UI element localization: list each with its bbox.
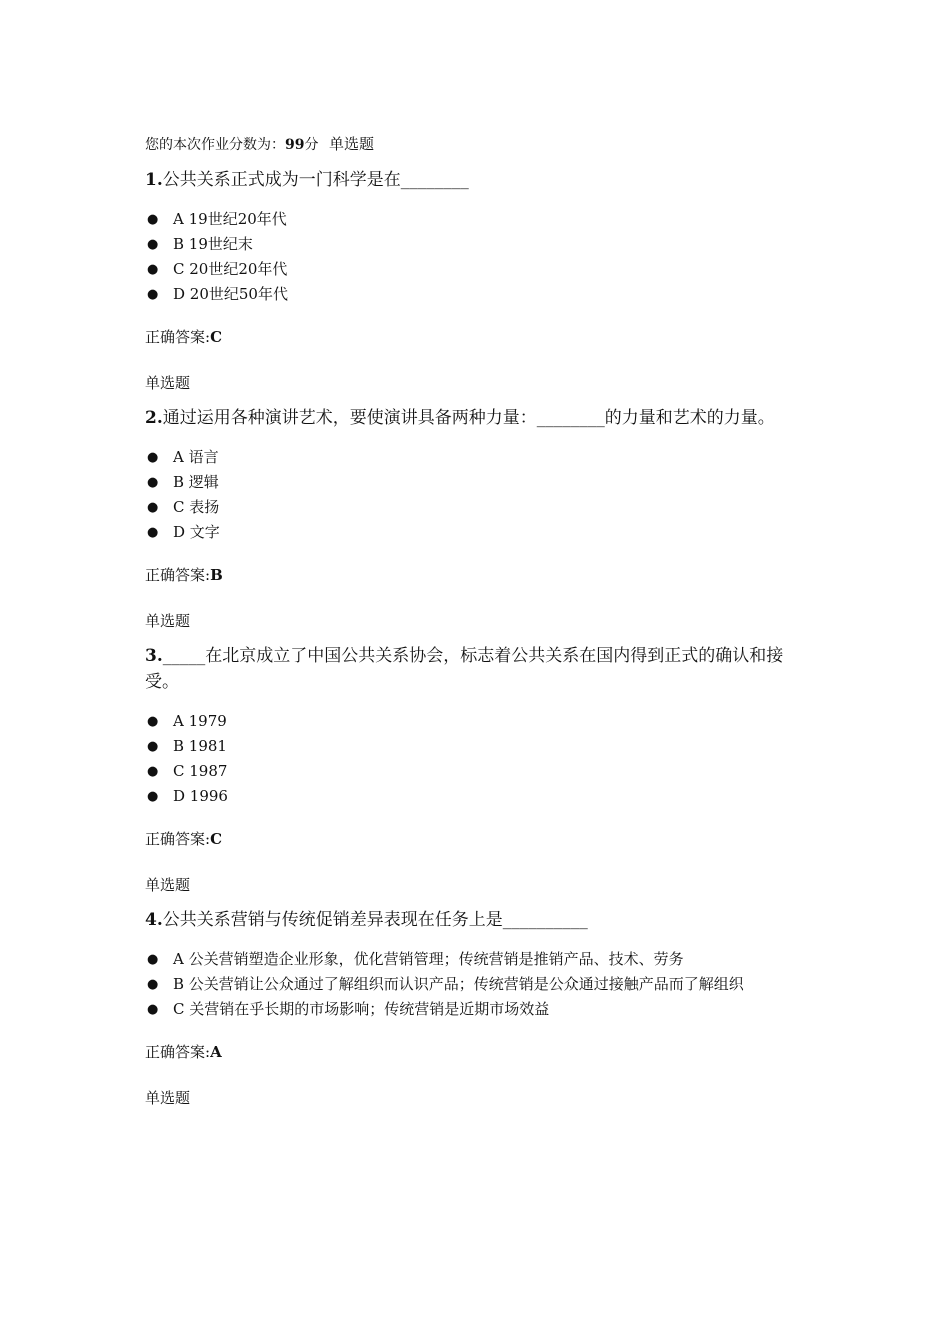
bullet-icon: ● <box>147 450 159 465</box>
option-label: C 关营销在乎长期的市场影响；传统营销是近期市场效益 <box>173 1000 550 1018</box>
option-label: A 公关营销塑造企业形象，优化营销管理；传统营销是推销产品、技术、劳务 <box>173 950 684 968</box>
question-stem: 通过运用各种演讲艺术，要使演讲具备两种力量：________的力量和艺术的力量。 <box>162 408 775 428</box>
correct-answer <box>145 327 815 347</box>
bullet-icon: ● <box>147 525 159 540</box>
option-list <box>145 207 815 307</box>
question-type-label: 单选题 <box>145 1089 191 1107</box>
option-item <box>117 759 815 784</box>
correct-answer <box>145 565 815 585</box>
option-list <box>145 445 815 545</box>
answer-value: A <box>210 1043 222 1061</box>
option-label: B 1981 <box>173 737 227 755</box>
answer-value: C <box>210 328 223 346</box>
question-number: 3. <box>145 646 163 666</box>
score-line <box>145 134 815 155</box>
bullet-icon: ● <box>147 714 159 729</box>
question-stem: 公共关系营销与传统促销差异表现在任务上是__________ <box>162 910 588 930</box>
option-label: D 文字 <box>173 523 220 541</box>
question-type-label: 单选题 <box>145 374 191 392</box>
bullet-icon: ● <box>147 739 159 754</box>
question-number: 4. <box>145 910 163 930</box>
score-value: 99 <box>285 137 305 153</box>
option-item <box>117 784 815 809</box>
option-item <box>117 470 815 495</box>
bullet-icon: ● <box>147 952 159 967</box>
option-label: C 1987 <box>173 762 228 780</box>
bullet-icon: ● <box>147 977 159 992</box>
question-type-label: 单选题 <box>145 876 191 894</box>
option-label: B 19世纪末 <box>173 235 253 253</box>
answer-value: B <box>210 566 223 584</box>
question-type-label: 单选题 <box>328 135 374 153</box>
option-item <box>117 282 815 307</box>
option-list <box>145 709 815 809</box>
question-text <box>145 167 815 193</box>
bullet-icon: ● <box>147 212 159 227</box>
bullet-icon: ● <box>147 237 159 252</box>
answer-label: 正确答案: <box>145 1043 211 1061</box>
bullet-icon: ● <box>147 764 159 779</box>
option-item <box>117 997 815 1022</box>
option-label: B 逻辑 <box>173 473 219 491</box>
option-label: A 1979 <box>173 712 227 730</box>
bullet-icon: ● <box>147 287 159 302</box>
option-item <box>117 972 815 997</box>
option-item <box>117 445 815 470</box>
question-number: 1. <box>145 170 163 190</box>
question-text <box>145 643 815 695</box>
question-stem: 公共关系正式成为一门科学是在________ <box>162 170 469 190</box>
option-label: A 语言 <box>173 448 219 466</box>
score-suffix: 分 <box>304 137 319 153</box>
question-text <box>145 405 815 431</box>
bullet-icon: ● <box>147 475 159 490</box>
option-item <box>117 257 815 282</box>
option-list <box>145 947 815 1022</box>
bullet-icon: ● <box>147 1002 159 1017</box>
option-item <box>117 207 815 232</box>
option-label: D 1996 <box>173 787 228 805</box>
option-item <box>117 709 815 734</box>
bullet-icon: ● <box>147 500 159 515</box>
correct-answer <box>145 1042 815 1062</box>
option-item <box>117 520 815 545</box>
answer-label: 正确答案: <box>145 830 211 848</box>
correct-answer <box>145 829 815 849</box>
homework-page <box>145 134 815 1108</box>
question-block <box>145 875 815 1062</box>
answer-label: 正确答案: <box>145 566 211 584</box>
question-number: 2. <box>145 408 163 428</box>
answer-value: C <box>210 830 223 848</box>
question-stem: _____在北京成立了中国公共关系协会，标志着公共关系在国内得到正式的确认和接受。 <box>145 646 784 692</box>
answer-label: 正确答案: <box>145 328 211 346</box>
score-prefix: 您的本次作业分数为： <box>145 137 285 153</box>
option-label: C 表扬 <box>173 498 220 516</box>
question-block <box>145 611 815 849</box>
bullet-icon: ● <box>147 262 159 277</box>
bullet-icon: ● <box>147 789 159 804</box>
option-item <box>117 232 815 257</box>
option-label: B 公关营销让公众通过了解组织而认识产品；传统营销是公众通过接触产品而了解组织 <box>173 975 744 993</box>
option-label: D 20世纪50年代 <box>173 285 288 303</box>
question-block <box>145 373 815 585</box>
option-label: A 19世纪20年代 <box>173 210 287 228</box>
option-item <box>117 495 815 520</box>
question-block <box>145 167 815 347</box>
option-item <box>117 734 815 759</box>
option-item <box>117 947 815 972</box>
option-label: C 20世纪20年代 <box>173 260 288 278</box>
question-text <box>145 907 815 933</box>
question-type-label: 单选题 <box>145 612 191 630</box>
